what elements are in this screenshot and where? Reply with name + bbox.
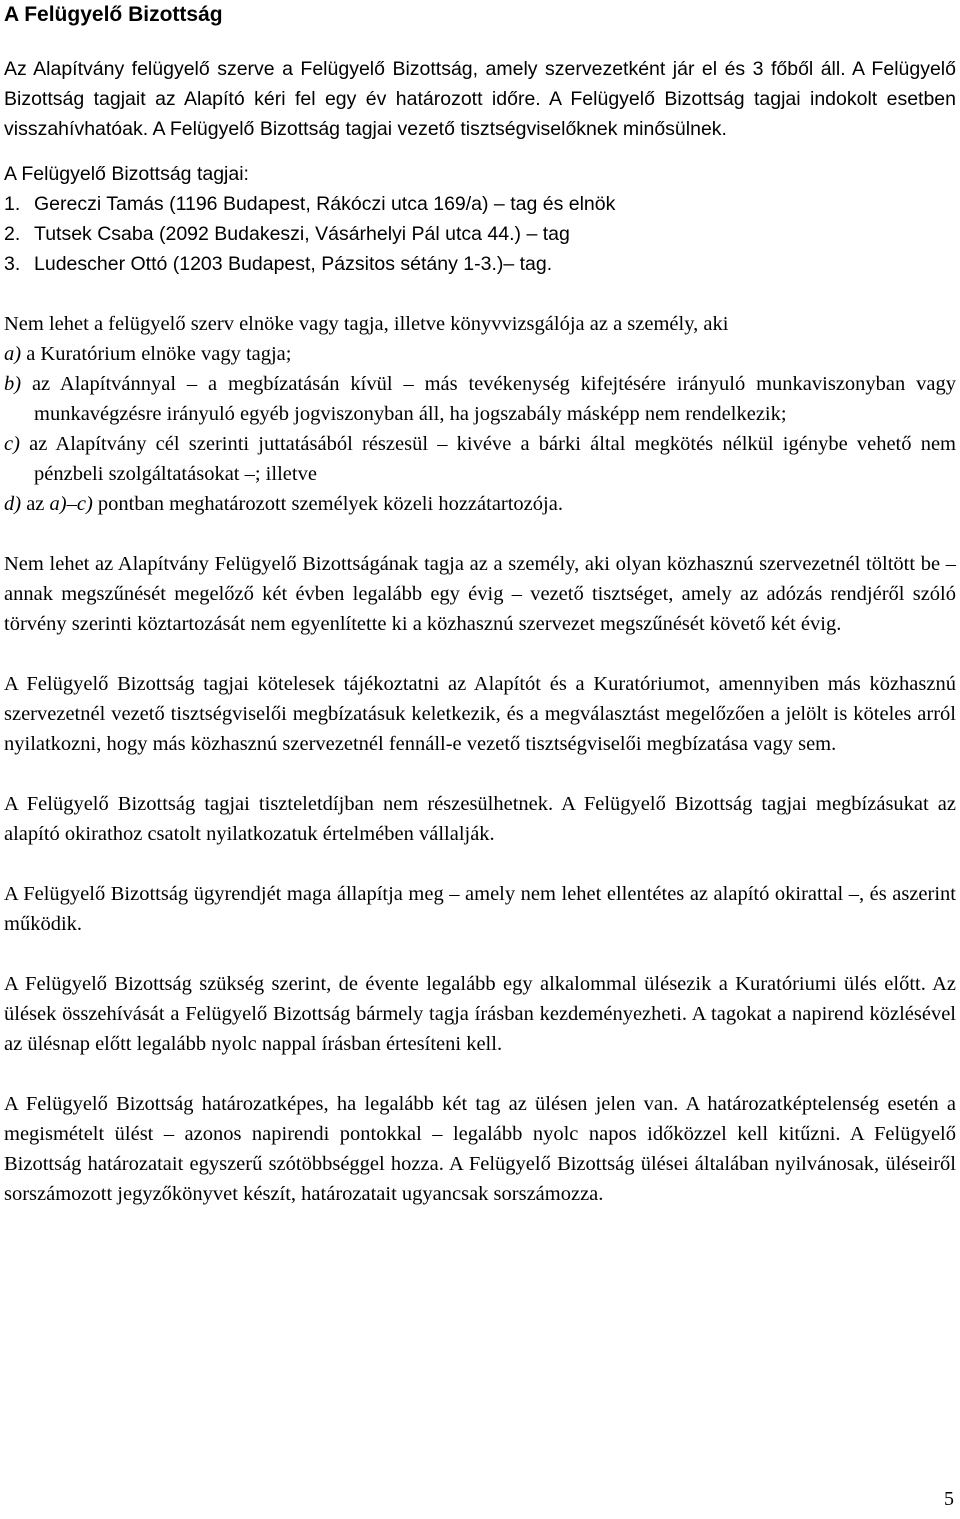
eligibility-lead: Nem lehet a felügyelő szerv elnöke vagy tagja, illetve könyvvizsgálója az a személy, aki: [4, 313, 729, 335]
intro-section: [4, 54, 956, 279]
item-marker: c): [4, 433, 20, 455]
members-list: [4, 189, 956, 279]
list-item: [4, 489, 956, 519]
list-item: [4, 339, 956, 369]
document-page: [4, 0, 956, 1209]
item-text: az Alapítvány cél szerinti juttatásából részesül – kivéve a bárki által megkötés nélkül igénybe vehető nem pénzbeli szolgáltatásokat –; illetve: [19, 433, 956, 485]
list-item: [4, 369, 956, 429]
item-marker: d): [4, 493, 22, 515]
members-heading: A Felügyelő Bizottság tagjai:: [4, 163, 249, 185]
paragraph: Nem lehet az Alapítvány Felügyelő Bizottságának tagja az a személy, aki olyan közhasznú szervezetnél töltött be – annak megszűnését megelőző két évben legalább egy évig – vezető tisztséget, amely az adózás rendjéről szóló törvény szerinti köztartozását nem egyenlítette ki a közhasznú szervezet megszűnését követő két évig.: [4, 553, 956, 635]
eligibility-paragraph: [4, 309, 956, 519]
paragraph: A Felügyelő Bizottság ügyrendjét maga állapítja meg – amely nem lehet ellentétes az alapító okirattal –, és aszerint működik.: [4, 883, 956, 935]
list-number: 3.: [4, 253, 21, 275]
section-title: A Felügyelő Bizottság: [4, 3, 223, 26]
item-reference: a)–c): [49, 493, 93, 515]
page-number: 5: [944, 1488, 954, 1510]
paragraph: A Felügyelő Bizottság tagjai kötelesek tájékoztatni az Alapítót és a Kuratóriumot, amennyiben más közhasznú szervezetnél vezető tisztségviselői megbízatásuk keletkezik, és a megválasztást megelőzően a jelölt is köteles arról nyilatkozni, hogy más közhasznú szervezetnél fennáll-e vezető tisztségviselői megbízatása vagy sem.: [4, 673, 956, 755]
member-text: Ludescher Ottó (1203 Budapest, Pázsitos sétány 1-3.)– tag.: [34, 253, 553, 275]
item-marker: b): [4, 373, 22, 395]
list-number: 2.: [4, 223, 21, 245]
member-text: Gereczi Tamás (1196 Budapest, Rákóczi utca 169/a) – tag és elnök: [34, 193, 616, 215]
paragraph: A Felügyelő Bizottság tagjai tiszteletdíjban nem részesülhetnek. A Felügyelő Bizottság tagjai megbízásukat az alapító okirathoz csatolt nyilatkozatuk értelmében vállalják.: [4, 793, 956, 845]
list-number: 1.: [4, 193, 21, 215]
list-item: [4, 219, 956, 249]
item-text: az: [21, 493, 50, 515]
item-text: a Kuratórium elnöke vagy tagja;: [21, 343, 292, 365]
body-section: [4, 309, 956, 1209]
eligibility-list: [4, 339, 956, 519]
item-text: pontban meghatározott személyek közeli hozzátartozója.: [92, 493, 563, 515]
member-text: Tutsek Csaba (2092 Budakeszi, Vásárhelyi Pál utca 44.) – tag: [34, 223, 570, 245]
item-marker: a): [4, 343, 22, 365]
list-item: [4, 429, 956, 489]
list-item: [4, 189, 956, 219]
item-text: az Alapítvánnyal – a megbízatásán kívül – más tevékenység kifejtésére irányuló munkaviszonyban vagy munkavégzésre irányuló egyéb jogviszonyban áll, ha jogszabály másképp nem rendelkezik;: [21, 373, 956, 425]
paragraph: A Felügyelő Bizottság szükség szerint, de évente legalább egy alkalommal ülésezik a Kuratóriumi ülés előtt. Az ülések összehívását a Felügyelő Bizottság bármely tagja írásban kezdeményezheti. A tagokat a napirend közlésével az ülésnap előtt legalább nyolc nappal írásban értesíteni kell.: [4, 973, 956, 1055]
intro-paragraph: Az Alapítvány felügyelő szerve a Felügyelő Bizottság, amely szervezetként jár el és 3 főből áll. A Felügyelő Bizottság tagjait az Alapító kéri fel egy év határozott időre. A Felügyelő Bizottság tagjai indokolt esetben visszahívhatóak. A Felügyelő Bizottság tagjai vezető tisztségviselőknek minősülnek.: [4, 58, 956, 140]
paragraph: A Felügyelő Bizottság határozatképes, ha legalább két tag az ülésen jelen van. A határozatképtelenség esetén a megismételt ülést – azonos napirendi pontokkal – legalább nyolc napos időközzel kell kitűzni. A Felügyelő Bizottság határozatait egyszerű szótöbbséggel hozza. A Felügyelő Bizottság ülései általában nyilvánosak, üléseiről sorszámozott jegyzőkönyvet készít, határozatait ugyancsak sorszámozza.: [4, 1093, 956, 1205]
list-item: [4, 249, 956, 279]
